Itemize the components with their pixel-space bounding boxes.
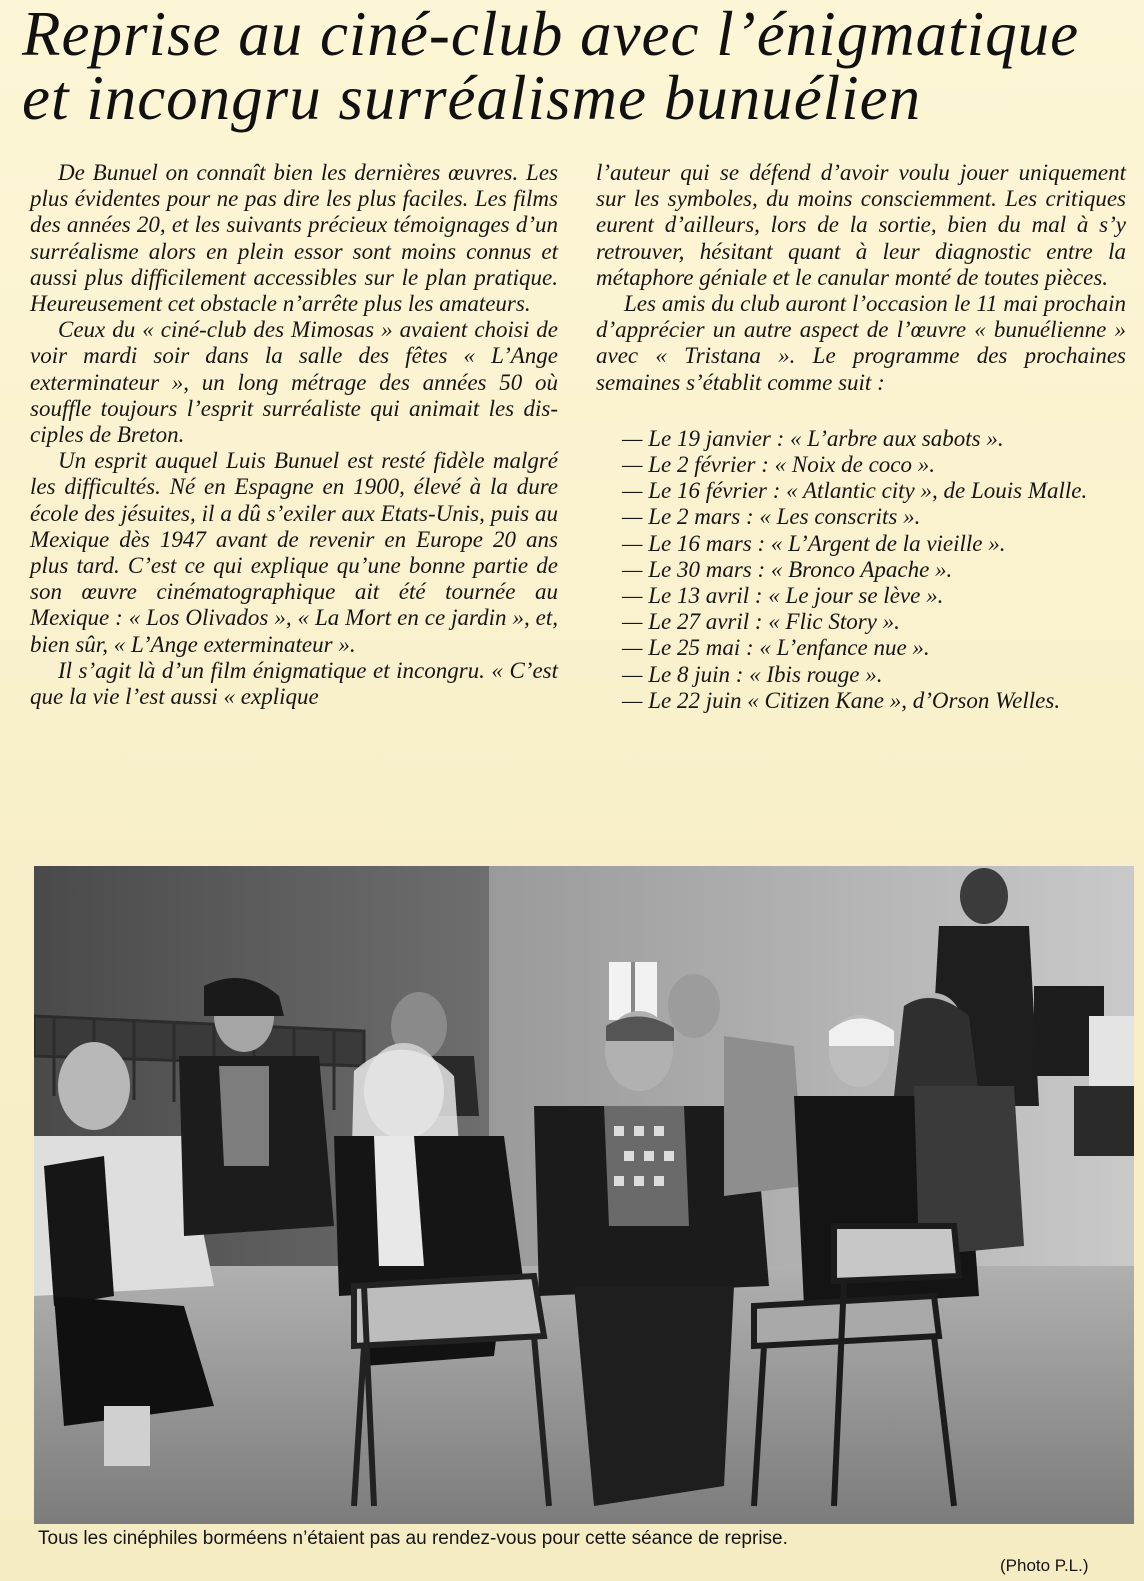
- schedule-item: — Le 25 mai : « L’enfance nue ».: [596, 635, 1126, 661]
- article-column-right: [596, 160, 1126, 714]
- schedule-item: — Le 13 avril : « Le jour se lève ».: [596, 583, 1126, 609]
- article-column-left: [30, 160, 558, 710]
- photo-credit: (Photo P.L.): [1000, 1556, 1089, 1575]
- headline-line-2: et incongru surréalisme bunuélien: [22, 63, 922, 133]
- article-paragraph: Ceux du « ciné-club des Mimosas » avaient choisi de voir mardi soir dans la salle des fêtes « L’Ange exterminateur », un long métrage des années 50 où souffle toujours l’esprit surréaliste qui animait les disciples de Breton.: [30, 317, 558, 448]
- schedule-item: — Le 16 mars : « L’Argent de la vieille ».: [596, 531, 1126, 557]
- group-photo: [34, 866, 1134, 1524]
- photo-illustration: [34, 866, 1134, 1524]
- article-paragraph: De Bunuel on connaît bien les dernières œuvres. Les plus évidentes pour ne pas dire les plus faciles. Les films des années 20, et les suivants précieux témoignages d’un surréalisme alors en plein essor sont moins connus et aussi plus difficilement accessibles sur le plan pratique. Heureusement cet obstacle n’arrête plus les amateurs.: [30, 160, 558, 317]
- schedule-item: — Le 16 février : « Atlantic city », de Louis Malle.: [596, 478, 1126, 504]
- schedule-item: — Le 2 mars : « Les conscrits ».: [596, 504, 1126, 530]
- article-paragraph: Il s’agit là d’un film énigmatique et incongru. « C’est que la vie l’est aussi « explique: [30, 657, 558, 710]
- screening-schedule: [596, 426, 1126, 714]
- article-paragraph: Les amis du club auront l’occasion le 11 mai prochain d’apprécier un autre aspect de l’œuvre « bunuélienne » avec « Tristana ». Le programme des prochaines semaines s’établit comme suit :: [596, 291, 1126, 395]
- schedule-item: — Le 27 avril : « Flic Story ».: [596, 609, 1126, 635]
- headline: [22, 0, 1132, 133]
- schedule-item: — Le 8 juin : « Ibis rouge ».: [596, 662, 1126, 688]
- article-paragraph-continued: l’auteur qui se défend d’avoir voulu jouer uniquement sur les symboles, du moins consciemment. Les critiques eurent d’ailleurs, lors de la sortie, bien du mal à s’y retrouver, hésitant quant à leur diagnostic entre la métaphore géniale et le canular monté de toutes pièces.: [596, 160, 1126, 290]
- schedule-item: — Le 30 mars : « Bronco Apache ».: [596, 557, 1126, 583]
- article-paragraph: Un esprit auquel Luis Bunuel est resté fidèle malgré les difficultés. Né en Espagne en 1900, élevé à la dure école des jésuites, il a dû s’exiler aux Etats-Unis, puis au Mexique dès 1947 avant de revenir en Europe 20 ans plus tard. C’est ce qui explique qu’une bonne partie de son œuvre cinématographique ait été tournée au Mexique : « Los Olivados », « La Mort en ce jardin », et, bien sûr, « L’Ange exterminateur ».: [30, 448, 558, 657]
- photo-caption: Tous les cinéphiles borméens n’étaient pas au rendez-vous pour cette séance de reprise.: [38, 1528, 788, 1549]
- schedule-item: — Le 22 juin « Citizen Kane », d’Orson Welles.: [596, 688, 1126, 714]
- headline-line-1: Reprise au ciné-club avec l’énigmatique: [22, 0, 1080, 69]
- schedule-item: — Le 2 février : « Noix de coco ».: [596, 452, 1126, 478]
- schedule-item: — Le 19 janvier : « L’arbre aux sabots ».: [596, 426, 1126, 452]
